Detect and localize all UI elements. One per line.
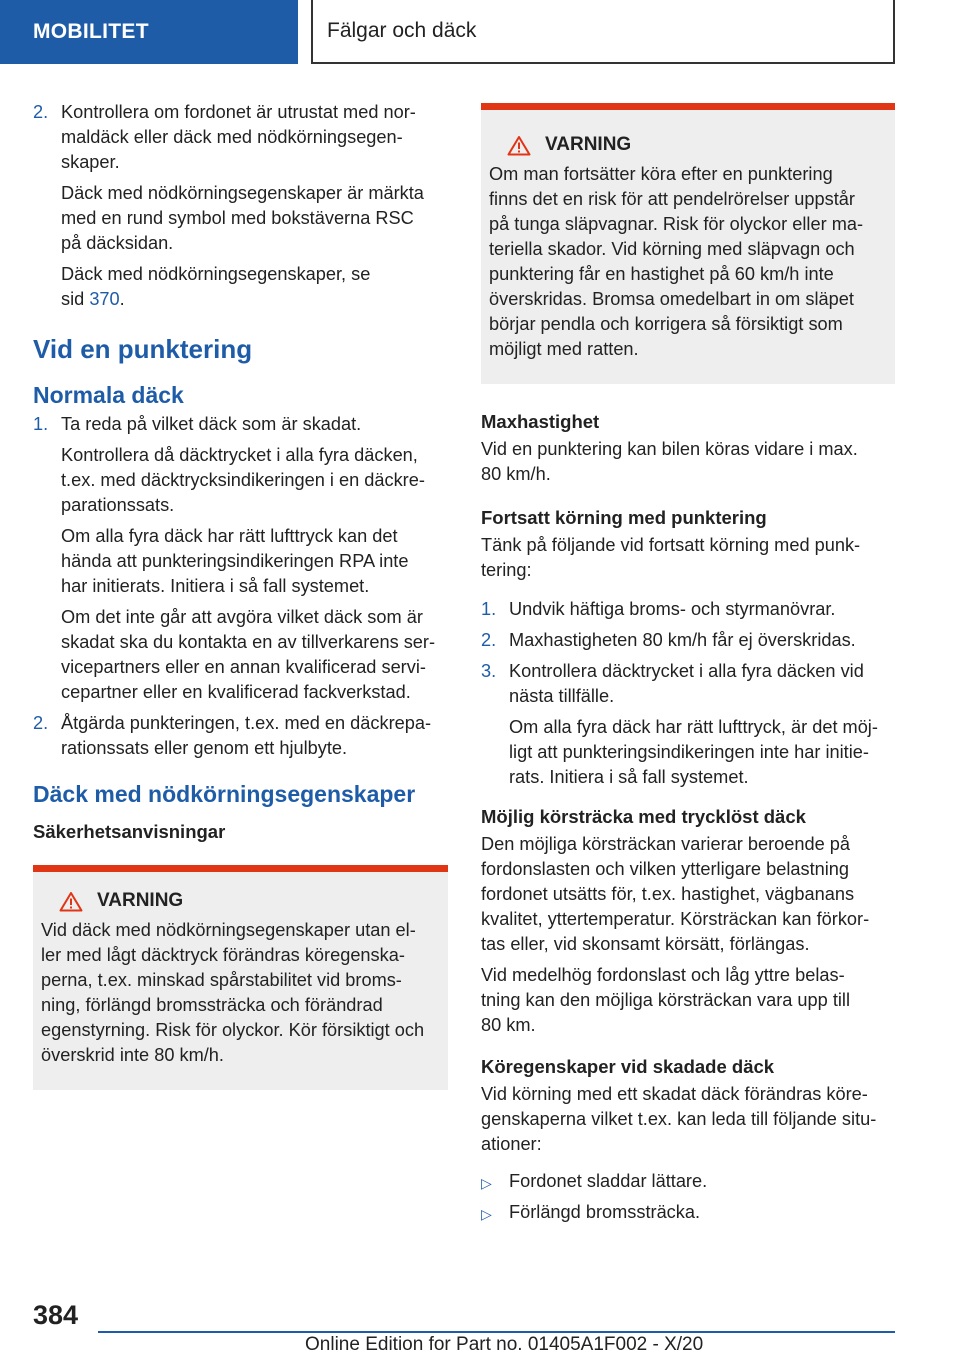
list-number: 2. <box>33 713 49 733</box>
paragraph: Vid körning med ett skadat däck förändras köre- genskaperna vilket t.ex. kan leda till följande situ- ationer: <box>481 1084 877 1154</box>
paragraph: Kontrollera om fordonet är utrustat med nor- maldäck eller däck med nödkörningsegen- skaper. <box>61 102 416 172</box>
paragraph: Kontrollera då däcktrycket i alla fyra däcken, t.ex. med däcktrycksindikeringen i en däckre- parationssats. <box>61 445 425 515</box>
warning-text: Om man fortsätter köra efter en punktering finns det en risk för att pendelrörelser uppstår på tunga släpvagnar. Risk för olyckor eller ma- teriella skador. Vid körning med släpvagn och punktering får en hastighet på 60 km/h inte överskridas. Bromsa omedelbart in om släpet börjar pendla och korrigera så försiktigt som möjligt med ratten. <box>489 164 864 359</box>
paragraph: Ta reda på vilket däck som är skadat. <box>61 414 362 434</box>
paragraph-end: . <box>119 289 125 309</box>
list-item <box>33 711 448 761</box>
paragraph-text: Däck med nödkörningsegenskaper, se sid <box>61 264 371 309</box>
warning-title <box>489 132 887 158</box>
heading-fortsatt: Fortsatt körning med punktering <box>481 507 767 528</box>
warning-triangle-icon <box>59 891 83 912</box>
list-item <box>481 659 895 790</box>
list-item <box>481 1169 895 1194</box>
paragraph: Åtgärda punkteringen, t.ex. med en däckrepa- rationssats eller genom ett hjulbyte. <box>61 713 432 758</box>
paragraph-with-link <box>61 262 448 312</box>
paragraph: Kontrollera däcktrycket i alla fyra däcken vid nästa tillfälle. <box>509 661 864 706</box>
page-number: 384 <box>33 1300 79 1330</box>
heading-sakerhet: Säkerhetsanvisningar <box>33 821 226 842</box>
paragraph: Om det inte går att avgöra vilket däck som är skadat ska du kontakta en av tillverkarens ser- vicepartners eller en annan kvalificerad servi- cepartner eller en kvalificerad fackverkstad. <box>61 607 436 702</box>
list-item <box>481 597 895 622</box>
list-number: 3. <box>481 661 497 681</box>
paragraph: Däck med nödkörningsegenskaper är märkta med en rund symbol med bokstäverna RSC på däcksidan. <box>61 183 424 253</box>
bullet-triangle-icon: ▷ <box>481 1175 492 1191</box>
page-reference-link[interactable]: 370 <box>89 289 120 309</box>
footer-edition: Online Edition for Part no. 01405A1F002 - X/20 <box>305 1334 704 1355</box>
list-item <box>33 100 448 312</box>
section-tab: MOBILITET <box>0 0 298 64</box>
paragraph: Fordonet sladdar lättare. <box>509 1171 708 1191</box>
paragraph: Om alla fyra däck har rätt lufttryck, är det möj- ligt att punkteringsindikeringen inte har initie- rats. Initiera i så fall systemet. <box>509 717 878 787</box>
list-item <box>33 412 448 705</box>
list-number: 2. <box>481 630 497 650</box>
heading-maxhastighet: Maxhastighet <box>481 411 600 432</box>
paragraph: Vid medelhög fordonslast och låg yttre belas- tning kan den möjliga körsträckan vara upp till 80 km. <box>481 965 850 1035</box>
paragraph: Undvik häftiga broms- och styrmanövrar. <box>509 599 836 619</box>
heading-nodkorning: Däck med nödkörningsegenskaper <box>33 781 416 807</box>
heading-normala-dack: Normala däck <box>33 382 184 408</box>
heading-mojlig-korstracka: Möjlig körsträcka med trycklöst däck <box>481 806 806 827</box>
warning-title-text: VARNING <box>545 134 632 155</box>
heading-punktering: Vid en punktering <box>33 334 253 364</box>
footer-divider <box>98 1331 895 1333</box>
list-item <box>481 1200 895 1225</box>
paragraph: Den möjliga körsträckan varierar beroende på fordonslasten och vilken ytterligare belastning fordonet utsätts för, t.ex. hastighet, vägbanans kvalitet, yttertemperatur. Körsträckan kan förkor- tas eller, vid skonsamt körsätt, förlängas. <box>481 834 870 954</box>
bullet-list <box>481 1169 895 1225</box>
left-column <box>33 100 448 1090</box>
right-column <box>481 103 895 1225</box>
paragraph: Maxhastigheten 80 km/h får ej överskridas. <box>509 630 856 650</box>
warning-box <box>33 865 448 1090</box>
paragraph: Vid en punktering kan bilen köras vidare i max. 80 km/h. <box>481 439 858 484</box>
bullet-triangle-icon: ▷ <box>481 1206 492 1222</box>
paragraph: Om alla fyra däck har rätt lufttryck kan det hända att punkteringsindikeringen RPA inte har initierats. Initiera i så fall systemet. <box>61 526 409 596</box>
list-number: 1. <box>33 414 49 434</box>
list-item <box>481 628 895 653</box>
list-number: 1. <box>481 599 497 619</box>
warning-title <box>41 888 440 914</box>
warning-title-text: VARNING <box>97 890 184 911</box>
heading-koregenskaper: Köregenskaper vid skadade däck <box>481 1056 775 1077</box>
warning-box <box>481 103 895 384</box>
paragraph: Tänk på följande vid fortsatt körning med punk- tering: <box>481 535 861 580</box>
warning-triangle-icon <box>507 135 531 156</box>
list-number: 2. <box>33 102 49 122</box>
warning-text: Vid däck med nödkörningsegenskaper utan el- ler med lågt däcktryck förändras köregenska- perna, t.ex. minskad spårstabilitet vid broms- ning, förlängd bromssträcka och förändrad egenstyrning. Risk för olyckor. Kör försiktigt och överskrid inte 80 km/h. <box>41 920 425 1065</box>
numbered-list <box>481 597 895 790</box>
page-title: Fälgar och däck <box>311 0 895 64</box>
paragraph: Förlängd bromssträcka. <box>509 1202 701 1222</box>
